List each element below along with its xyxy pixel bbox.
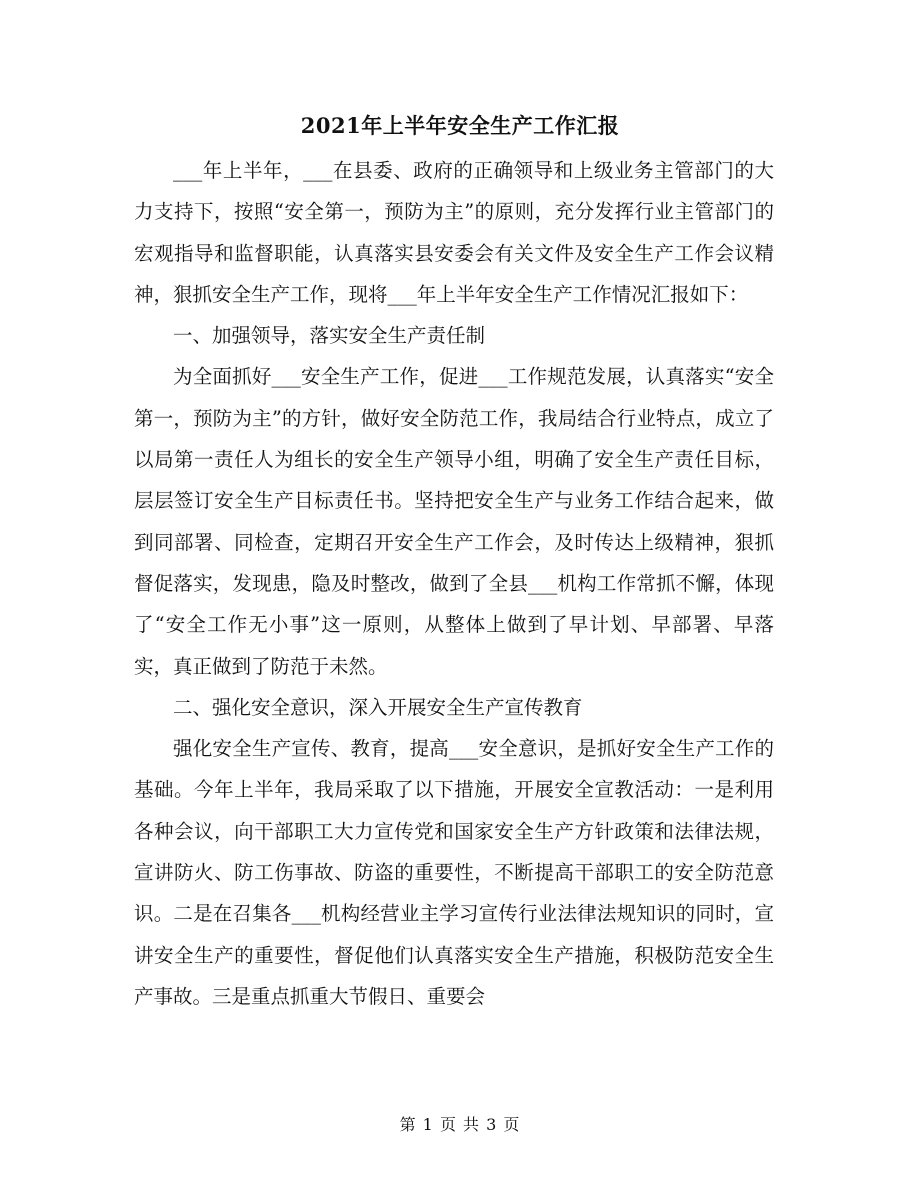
- page-number-footer: 第 1 页 共 3 页: [399, 1115, 521, 1134]
- intro-paragraph: ___年上半年，___在县委、政府的正确领导和上级业务主管部门的大力支持下，按照“安全第一，预防为主”的原则，充分发挥行业主管部门的宏观指导和监督职能，认真落实县安委会有关文件及安全生产工作会议精神，狠抓安全生产工作，现将___年上半年安全生产工作情况汇报如下：: [134, 159, 774, 306]
- section-heading-2: 二、强化安全意识，深入开展安全生产宣传教育: [173, 695, 583, 719]
- section-2-paragraph: 强化安全生产宣传、教育，提高___安全意识，是抓好安全生产工作的基础。今年上半年，我局采取了以下措施，开展安全宣教活动：一是利用各种会议，向干部职工大力宣传党和国家安全生产方针政策和法律法规，宣讲防火、防工伤事故、防盗的重要性，不断提高干部职工的安全防范意识。二是在召集各___机构经营业主学习宣传行业法律法规知识的同时，宣讲安全生产的重要性，督促他们认真落实安全生产措施，积极防范安全生产事故。三是重点抓重大节假日、重要会: [134, 737, 774, 1008]
- section-heading-1: 一、加强领导，落实安全生产责任制: [173, 324, 486, 348]
- section-1-paragraph: 为全面抓好___安全生产工作，促进___工作规范发展，认真落实“安全第一，预防为主”的方针，做好安全防范工作，我局结合行业特点，成立了以局第一责任人为组长的安全生产领导小组，明确了安全生产责任目标，层层签订安全生产目标责任书。坚持把安全生产与业务工作结合起来，做到同部署、同检查，定期召开安全生产工作会，及时传达上级精神，狠抓督促落实，发现患，隐及时整改，做到了全县___机构工作常抓不懈，体现了“安全工作无小事”这一原则，从整体上做到了早计划、早部署、早落实，真正做到了防范于未然。: [134, 365, 774, 678]
- document-title: 2021年上半年安全生产工作汇报: [300, 113, 620, 138]
- document-body: [134, 150, 774, 1017]
